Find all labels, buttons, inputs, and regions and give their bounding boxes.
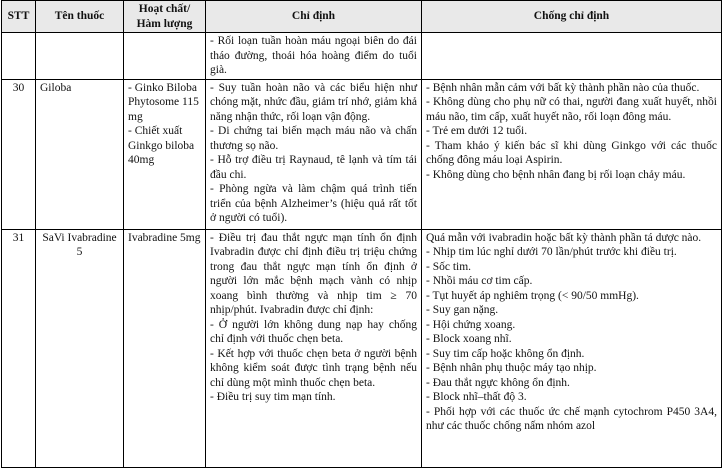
table-row <box>2 229 722 467</box>
indication-line: - Di chứng tai biến mạch máu não và chấn thương sọ não. <box>210 125 417 152</box>
indication-line: - Ở người lớn không dung nạp hay chống chỉ định với thuốc chẹn beta. <box>210 318 417 345</box>
table-row <box>2 79 722 229</box>
contraindication-line: - Sốc tim. <box>426 260 472 273</box>
cell-drug-name: SaVi Ivabradine 5 <box>36 229 124 467</box>
contraindication-line: Quá mẫn với ivabradin hoặc bất kỳ thành phần tá dược nào. <box>426 231 702 244</box>
indication-line: - Rối loạn tuần hoàn máu ngoại biên do đái tháo đường, thoái hóa hoàng điểm do tuổi già. <box>210 35 417 76</box>
cell-active-ingredient <box>124 229 206 467</box>
indication-line: - Điều trị đau thắt ngực mạn tính ổn định Ivabradin được chỉ định điều trị triệu chứng trong đau thắt ngực mạn tính ổn định ở người lớn mắc bệnh mạch vành có nhịp xoang bình thường và nhịp tim ≥ 70 nhịp/phút. Ivabradin được chỉ định: <box>210 231 417 316</box>
contraindication-line: - Tham khảo ý kiến bác sĩ khi dùng Ginkgo với các thuốc chống đông máu loại Aspirin. <box>426 139 717 166</box>
contraindication-line: - Tụt huyết áp nghiêm trọng (< 90/50 mmHg). <box>426 289 639 302</box>
header-stt: STT <box>2 1 36 33</box>
header-indication: Chỉ định <box>206 1 422 33</box>
cell-stt: 30 <box>2 79 36 229</box>
contraindication-line: - Suy tim cấp hoặc không ổn định. <box>426 347 585 360</box>
contraindication-line: - Hội chứng xoang. <box>426 318 516 331</box>
contraindication-line: - Không dùng cho phụ nữ có thai, người đang xuất huyết, nhồi máu não, tim cấp, xuất huyết não, rối loạn đông máu. <box>426 96 717 123</box>
active-line: Ivabradine 5mg <box>128 231 201 244</box>
cell-stt: 31 <box>2 229 36 467</box>
drug-table <box>1 0 722 468</box>
indication-line: - Phòng ngừa và làm chậm quá trình tiến triển của bệnh Alzheimer’s (hiệu quả rất tốt ở người có tuổi). <box>210 183 417 224</box>
contraindication-line: - Block nhĩ–thất độ 3. <box>426 391 527 403</box>
cell-active-empty <box>124 33 206 80</box>
contraindication-line: - Đau thắt ngực không ổn định. <box>426 376 570 389</box>
cell-indication <box>206 79 422 229</box>
contraindication-line: - Bệnh nhân mẫn cảm với bất kỳ thành phần nào của thuốc. <box>426 81 700 94</box>
indication-line: - Điều trị suy tim mạn tính. <box>210 391 336 403</box>
cell-stt-empty <box>2 33 36 80</box>
cell-active-ingredient <box>124 79 206 229</box>
active-line: - Chiết xuất Ginkgo biloba 40mg <box>128 125 195 166</box>
header-active: Hoạt chất/ Hàm lượng <box>124 1 206 33</box>
indication-line: - Hỗ trợ điều trị Raynaud, tê lạnh và tím tái đầu chi. <box>210 154 417 181</box>
contraindication-line: - Suy gan nặng. <box>426 304 499 316</box>
cell-drug-name: Giloba <box>36 79 124 229</box>
contraindication-line: - Block xoang nhĩ. <box>426 333 512 345</box>
header-name: Tên thuốc <box>36 1 124 33</box>
cell-contraindication-empty <box>422 33 722 80</box>
cell-contraindication <box>422 229 722 467</box>
cell-indication <box>206 33 422 80</box>
header-contraindication: Chống chỉ định <box>422 1 722 33</box>
contraindication-line: - Trẻ em dưới 12 tuổi. <box>426 125 528 137</box>
contraindication-line: - Bệnh nhân phụ thuộc máy tạo nhịp. <box>426 362 597 374</box>
contraindication-line: - Phối hợp với các thuốc ức chế mạnh cytochrom P450 3A4, như các thuốc chống nấm nhóm azol <box>426 405 717 432</box>
contraindication-line: - Không dùng cho bệnh nhân đang bị rối loạn chảy máu. <box>426 168 686 181</box>
header-row <box>2 1 722 33</box>
indication-line: - Kết hợp với thuốc chẹn beta ở người bệnh không kiểm soát được tình trạng bệnh nếu chỉ dùng một mình thuốc chẹn beta. <box>210 347 417 389</box>
cell-indication <box>206 229 422 467</box>
contraindication-line: - Nhồi máu cơ tim cấp. <box>426 275 533 287</box>
table-row-continued <box>2 33 722 80</box>
cell-name-empty <box>36 33 124 80</box>
indication-line: - Suy tuần hoàn não và các biểu hiện như chóng mặt, nhức đầu, giảm trí nhớ, giảm khả năng nhận thức, rối loạn vận động. <box>210 81 417 123</box>
active-line: - Ginko Biloba Phytosome 115 mg <box>128 81 199 123</box>
cell-contraindication <box>422 79 722 229</box>
contraindication-line: - Nhịp tim lúc nghỉ dưới 70 lần/phút trước khi điều trị. <box>426 246 677 258</box>
